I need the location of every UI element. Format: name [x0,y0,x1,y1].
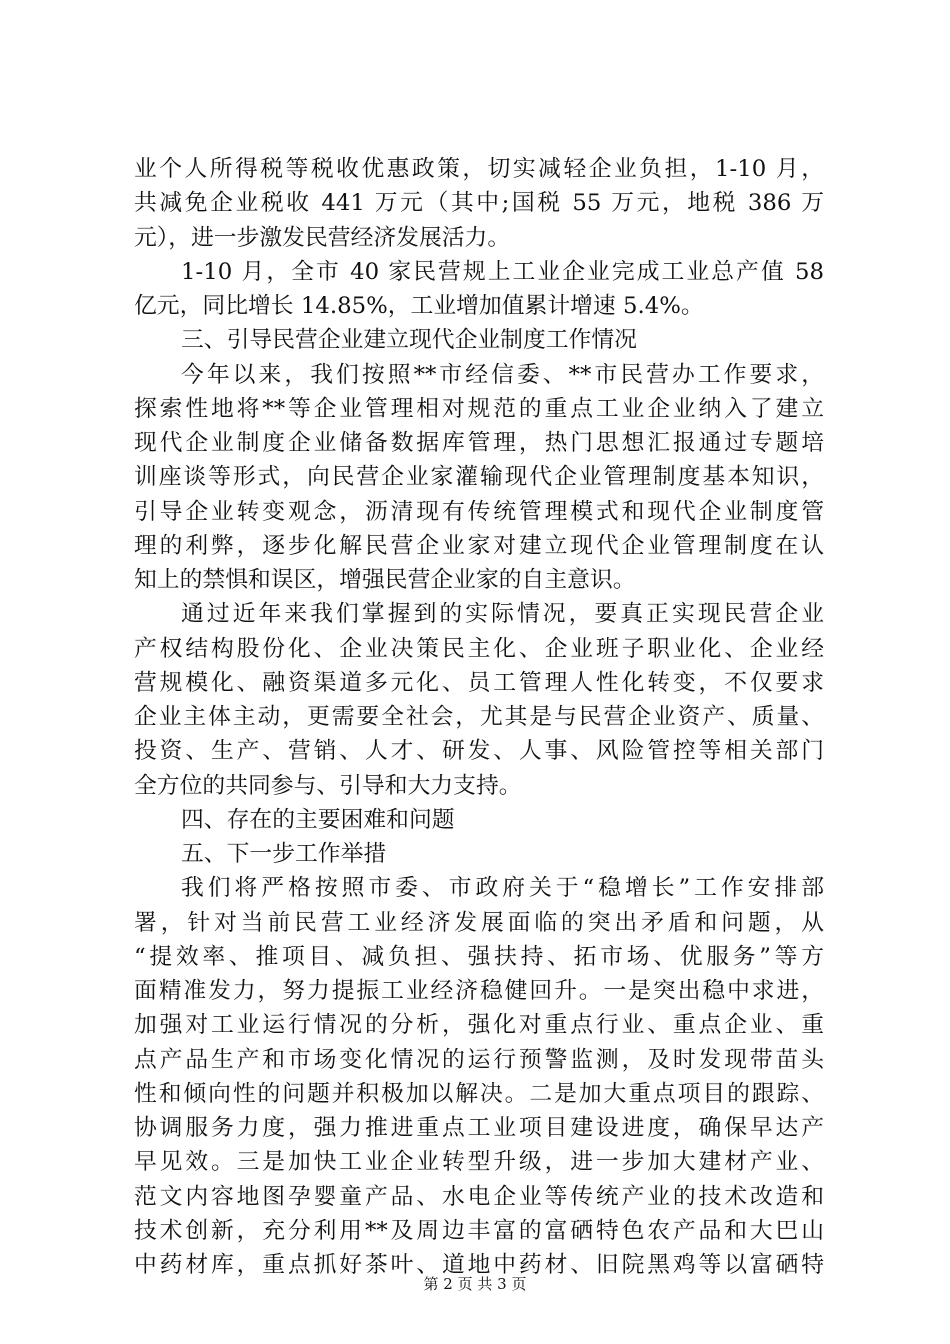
text-line: 全方位的共同参与、引导和大力支持。 [134,772,522,799]
text-line: 早见效。三是加快工业企业转型升级，进一步加大建材产业、 [134,1149,824,1176]
text-line: 今年以来，我们按照**市经信委、**市民营办工作要求， [181,361,824,388]
text-line: 产权结构股份化、企业决策民主化、企业班子职业化、企业经 [134,635,824,662]
text-line: 通过近年来我们掌握到的实际情况，要真正实现民营企业 [181,601,824,628]
text-line: 业个人所得税等税收优惠政策，切实减轻企业负担，1-10 月， [134,156,824,182]
text-line: 现代企业制度企业储备数据库管理，热门思想汇报通过专题培 [134,430,824,456]
text-line: 理的利弊，逐步化解民营企业家对建立现代企业管理制度在认 [134,532,824,559]
text-line: 元），进一步激发民营经济发展活力。 [134,224,511,251]
text-line: 营规模化、融资渠道多元化、员工管理人性化转变，不仅要求 [134,669,824,696]
text-line: 加强对工业运行情况的分析，强化对重点行业、重点企业、重 [134,1012,824,1039]
text-line: 企业主体主动，更需要全社会，尤其是与民营企业资产、质量、 [134,704,824,730]
text-line: 探索性地将**等企业管理相对规范的重点工业企业纳入了建立 [134,395,824,422]
text-line: 性和倾向性的问题并积极加以解决。二是加大重点项目的跟踪、 [134,1080,824,1107]
text-line: 协调服务力度，强力推进重点工业项目建设进度，确保早达产 [134,1115,824,1141]
text-line: 训座谈等形式，向民营企业家灌输现代企业管理制度基本知识， [134,464,824,491]
text-line: 知上的禁惧和误区，增强民营企业家的自主意识。 [134,567,636,593]
text-line: 技术创新，充分利用**及周边丰富的富硒特色农产品和大巴山 [134,1217,824,1244]
text-line: 中药材库，重点抓好茶叶、道地中药材、旧院黑鸡等以富硒特 [134,1252,824,1278]
text-line: “提效率、推项目、减负担、强扶持、拓市场、优服务”等方 [134,943,824,970]
text-line: 1-10 月，全市 40 家民营规上工业企业完成工业总产值 58 [181,258,824,285]
text-line: 面精准发力，努力提振工业经济稳健回升。一是突出稳中求进， [134,978,824,1004]
text-line: 范文内容地图孕婴童产品、水电企业等传统产业的技术改造和 [134,1183,824,1210]
text-line: 署，针对当前民营工业经济发展面临的突出矛盾和问题，从 [134,909,824,936]
section-heading: 三、引导民营企业建立现代企业制度工作情况 [181,327,637,354]
section-heading: 五、下一步工作举措 [181,841,387,867]
section-heading: 四、存在的主要困难和问题 [181,806,455,833]
text-line: 我们将严格按照市委、市政府关于“稳增长”工作安排部 [181,875,824,902]
text-line: 亿元，同比增长 14.85%，工业增加值累计增速 5.4%。 [134,293,704,319]
text-line: 共减免企业税收 441 万元（其中;国税 55 万元，地税 386 万 [134,190,824,217]
page-number-footer: 第 2 页 共 3 页 [423,1275,527,1293]
text-line: 点产品生产和市场变化情况的运行预警监测，及时发现带苗头 [134,1046,824,1073]
document-body [134,152,824,1282]
text-line: 引导企业转变观念，沥清现有传统管理模式和现代企业制度管 [134,498,824,525]
text-line: 投资、生产、营销、人才、研发、人事、风险管控等相关部门 [134,738,824,765]
